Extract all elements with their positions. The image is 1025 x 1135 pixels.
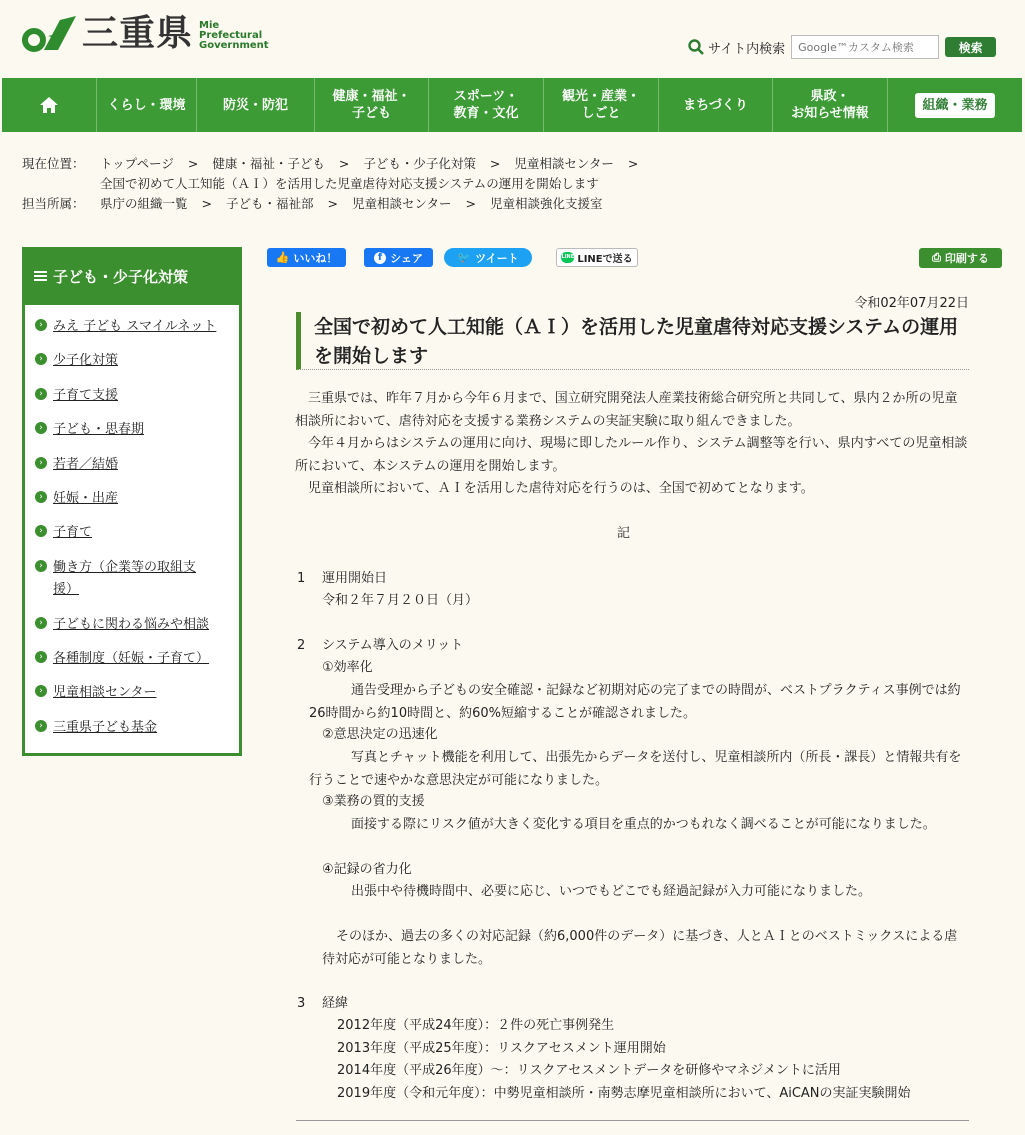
nav-item-kensei[interactable]: 県政・ お知らせ情報 [773,78,888,132]
chevron-right-icon: › [35,422,47,434]
section-number: 1 [297,571,306,586]
nav-item-kurashi[interactable]: くらし・環境 [97,78,197,132]
chevron-right-icon: › [35,491,47,503]
breadcrumb-current: 全国で初めて人工知能（ＡＩ）を活用した児童虐待対応支援システムの運用を開始します [100,176,599,191]
section-number: 3 [297,996,306,1011]
merit-heading: ②意思決定の迅速化 [322,727,438,742]
nav-item-soshiki[interactable]: 組織・業務 [888,78,1022,132]
dept-link-jidou[interactable]: 児童相談センター [352,196,452,211]
breadcrumb: 現在位置： トップページ > 健康・福祉・子ども > 子ども・少子化対策 > 児童相談センター > 全国で初めて人工知能（ＡＩ）を活用した児童虐待対応支援システムの運用を開始します 担当所属： 県庁の組織一覧 > 子ども・福祉部 > 児童相談センター > 児童相談強化支援室 [22,154,1002,214]
chevron-right-icon: › [35,388,47,400]
facebook-icon: f [374,252,386,264]
merit-summary: そのほか、過去の多くの対応記録（約6,000件のデータ）に基づき、人とＡＩとのベストミックスによる虐待対応が可能となりました。 [322,929,958,967]
sidebar [22,247,242,756]
merit-body: 面接する際にリスク値が大きく変化する項目を重点的かつもれなく調べることが可能になりました。 [351,817,936,832]
search-button[interactable]: 検索 [945,37,996,57]
chevron-right-icon: › [35,617,47,629]
chevron-right-icon: › [35,651,47,663]
merit-body: 通告受理から子どもの安全確認・記録など初期対応の完了までの時間が、ベストプラクティス事例では約26時間から約10時間と、約60%短縮することが確認されました。 [309,683,961,721]
dept-office: 児童相談強化支援室 [490,196,603,211]
nav-item-sports[interactable]: スポーツ・ 教育・文化 [429,78,544,132]
breadcrumb-link-kodomo[interactable]: 子ども・少子化対策 [363,156,476,171]
chevron-right-icon: › [35,353,47,365]
start-date: 令和２年７月２０日（月） [322,593,479,608]
facebook-like-button[interactable]: 👍 いいね！ [267,248,346,267]
facebook-share-button[interactable]: f シェア [364,248,433,267]
thumbs-up-icon: 👍 [275,251,290,264]
sidebar-item[interactable]: › 妊娠・出産 [35,488,233,510]
breadcrumb-label: 現在位置： [22,156,85,171]
menu-icon [34,269,47,283]
merit-body: 出張中や待機時間中、必要に応じ、いつでもどこでも経過記録が入力可能になりました。 [351,884,872,899]
mie-logo-icon [22,14,76,54]
chevron-right-icon: › [35,457,47,469]
print-button[interactable]: ⎙ 印刷する [919,248,1002,268]
sidebar-list [25,305,239,753]
nav-item-bousai[interactable]: 防災・防犯 [197,78,315,132]
merit-heading: ③業務の質的支援 [322,794,425,809]
merit-heading: ④記録の省力化 [322,862,412,877]
breadcrumb-link-jidou[interactable]: 児童相談センター [514,156,614,171]
chevron-right-icon: › [35,685,47,697]
sidebar-item[interactable]: › 子どもに関わる悩みや相談 [35,614,233,636]
site-logo[interactable] [22,14,269,54]
intro-paragraph: 三重県では、昨年７月から今年６月まで、国立研究開発法人産業技術総合研究所と共同して、県内２か所の児童相談所において、虐待対応を支援する業務システムの実証実験に取り組んできました。 [295,391,958,429]
sidebar-title: 子ども・少子化対策 [22,247,242,305]
sidebar-item[interactable]: › 子育て支援 [35,385,233,407]
sidebar-item[interactable]: › 児童相談センター [35,682,233,704]
dept-label: 担当所属： [22,196,85,211]
site-search [688,35,996,59]
sidebar-item[interactable]: › みえ 子ども スマイルネット [35,316,233,338]
merit-heading: ①効率化 [322,660,373,675]
sidebar-item[interactable]: › 若者／結婚 [35,454,233,476]
merit-body: 写真とチャット機能を利用して、出張先からデータを送付し、児童相談所内（所長・課長）と情報共有を行うことで速やかな意思決定が可能になりました。 [309,750,962,788]
sidebar-item[interactable]: › 子育て [35,522,233,544]
nav-home[interactable] [2,78,97,132]
search-icon [688,39,704,55]
section-heading: 運用開始日 [322,571,388,586]
sidebar-item[interactable]: › 子ども・思春期 [35,419,233,441]
nav-item-kenkou[interactable]: 健康・福祉・ 子ども [315,78,429,132]
history-item: 2019年度（令和元年度）：中勢児童相談所・南勢志摩児童相談所において、AiCANの実証実験開始 [337,1086,911,1101]
global-nav [2,78,1022,132]
logo-english: Mie Prefectural Government [199,20,269,51]
history-item: 2012年度（平成24年度）：２件の死亡事例発生 [337,1018,615,1033]
home-icon [39,96,59,114]
chevron-right-icon: › [35,525,47,537]
chevron-right-icon: › [35,560,47,572]
logo-kanji: 三重県 [82,13,194,54]
printer-icon: ⎙ [932,251,941,264]
history-item: 2013年度（平成25年度）：リスクアセスメント運用開始 [337,1041,666,1056]
dept-bu: 子ども・福祉部 [226,196,314,211]
twitter-bird-icon: 🐦 [457,251,472,264]
ki-label: 記 [617,526,631,541]
section-number: 2 [297,638,306,653]
sidebar-item[interactable]: › 三重県子ども基金 [35,717,233,739]
line-button[interactable]: LINE LINEで送る [556,248,638,267]
tweet-button[interactable]: 🐦 ツイート [444,248,532,267]
content-divider [296,1120,969,1121]
line-icon: LINE [561,252,574,263]
chevron-right-icon: › [35,319,47,331]
chevron-right-icon: › [35,720,47,732]
dept-org-list: 県庁の組織一覧 [100,196,188,211]
nav-item-kankou[interactable]: 観光・産業・ しごと [544,78,659,132]
section-heading: 経緯 [322,996,349,1011]
nav-item-machizukuri[interactable]: まちづくり [659,78,773,132]
intro-paragraph: 今年４月からはシステムの運用に向け、現場に即したルール作り、システム調整等を行い、県内すべての児童相談所において、本システムの運用を開始します。 [295,436,968,474]
sidebar-item[interactable]: › 働き方（企業等の取組支援） [35,557,213,601]
sidebar-item[interactable]: › 少子化対策 [35,350,233,372]
breadcrumb-link-kenkou[interactable]: 健康・福祉・子ども [212,156,325,171]
history-item: 2014年度（平成26年度）～：リスクアセスメントデータを研修やマネジメントに活用 [337,1063,841,1078]
publish-date: 令和02年07月22日 [854,296,969,311]
section-heading: システム導入のメリット [322,638,464,653]
intro-paragraph: 児童相談所において、ＡＩを活用した虐待対応を行うのは、全国で初めてとなります。 [308,481,814,496]
search-label: サイト内検索 [708,41,786,57]
sidebar-item[interactable]: › 各種制度（妊娠・子育て） [35,648,233,670]
page-title: 全国で初めて人工知能（ＡＩ）を活用した児童虐待対応支援システムの運用を開始します [296,312,969,370]
search-input[interactable] [791,35,939,59]
breadcrumb-link-top[interactable]: トップページ [100,156,174,171]
